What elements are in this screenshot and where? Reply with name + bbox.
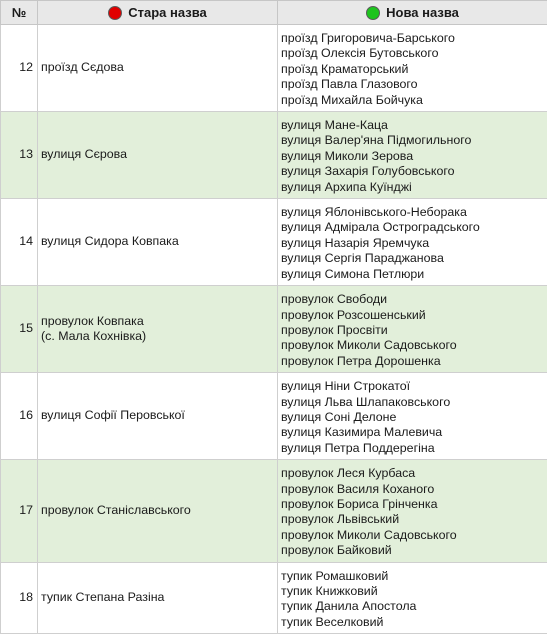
green-circle-icon [366, 6, 380, 20]
new-name-line: вулиця Захарія Голубовського [281, 164, 547, 179]
table-body [1, 25, 547, 634]
new-name-line: вулиця Петра Поддерегіна [281, 441, 547, 456]
new-name-line: вулиця Симона Петлюри [281, 267, 547, 282]
table-row [1, 112, 547, 199]
new-name-line: вулиця Назарія Яремчука [281, 236, 547, 251]
new-name-line: проїзд Олексія Бутовського [281, 46, 547, 61]
new-name-line: провулок Миколи Садовського [281, 338, 547, 353]
old-name-line: провулок Станіславського [41, 503, 277, 518]
new-name-line: вулиця Яблонівського-Неборака [281, 205, 547, 220]
new-name-line: проїзд Григоровича-Барського [281, 31, 547, 46]
new-name-line: проїзд Михайла Бойчука [281, 93, 547, 108]
new-name-line: провулок Байковий [281, 543, 547, 558]
table-row [1, 286, 547, 373]
row-number: 13 [1, 112, 38, 199]
old-name-cell [38, 25, 278, 112]
new-name-cell [278, 373, 547, 460]
new-name-line: проїзд Краматорський [281, 62, 547, 77]
old-name-cell [38, 373, 278, 460]
old-name-header-label: Стара назва [128, 5, 207, 20]
new-name-cell [278, 460, 547, 562]
table-row [1, 460, 547, 562]
old-name-line: тупик Степана Разіна [41, 590, 277, 605]
row-number: 15 [1, 286, 38, 373]
new-name-cell [278, 199, 547, 286]
old-name-line: вулиця Сидора Ковпака [41, 234, 277, 249]
new-name-line: вулиця Мане-Каца [281, 118, 547, 133]
old-name-cell [38, 199, 278, 286]
new-name-cell [278, 286, 547, 373]
new-name-line: провулок Василя Коханого [281, 482, 547, 497]
old-name-cell [38, 286, 278, 373]
red-circle-icon [108, 6, 122, 20]
new-name-header-label: Нова назва [386, 5, 459, 20]
num-column-header: № [1, 1, 38, 25]
new-name-line: провулок Миколи Садовського [281, 528, 547, 543]
new-name-line: провулок Свободи [281, 292, 547, 307]
old-name-cell [38, 112, 278, 199]
new-name-line: тупик Веселковий [281, 615, 547, 630]
new-name-column-header [278, 1, 547, 25]
old-name-line: (с. Мала Кохнівка) [41, 329, 277, 344]
table-row [1, 199, 547, 286]
new-name-line: провулок Просвіти [281, 323, 547, 338]
old-name-column-header [38, 1, 278, 25]
new-name-line: вулиця Валер'яна Підмогильного [281, 133, 547, 148]
new-name-line: вулиця Ніни Строкатої [281, 379, 547, 394]
new-name-line: тупик Книжковий [281, 584, 547, 599]
new-name-line: вулиця Миколи Зерова [281, 149, 547, 164]
old-name-cell [38, 460, 278, 562]
old-name-line: провулок Ковпака [41, 314, 277, 329]
header-row [1, 1, 547, 25]
table-row [1, 25, 547, 112]
new-name-line: провулок Леся Курбаса [281, 466, 547, 481]
old-name-line: проїзд Сєдова [41, 60, 277, 75]
new-name-line: тупик Данила Апостола [281, 599, 547, 614]
new-name-line: провулок Бориса Грінченка [281, 497, 547, 512]
new-name-cell [278, 25, 547, 112]
new-name-cell [278, 112, 547, 199]
new-name-line: вулиця Архипа Куїнджі [281, 180, 547, 195]
row-number: 14 [1, 199, 38, 286]
new-name-cell [278, 562, 547, 634]
row-number: 18 [1, 562, 38, 634]
row-number: 17 [1, 460, 38, 562]
old-name-cell [38, 562, 278, 634]
new-name-line: провулок Львівський [281, 512, 547, 527]
new-name-line: проїзд Павла Глазового [281, 77, 547, 92]
old-name-line: вулиця Софії Перовської [41, 408, 277, 423]
row-number: 16 [1, 373, 38, 460]
new-name-line: вулиця Сергія Параджанова [281, 251, 547, 266]
table-row [1, 373, 547, 460]
table-row [1, 562, 547, 634]
new-name-line: провулок Розсошенський [281, 308, 547, 323]
new-name-line: тупик Ромашковий [281, 569, 547, 584]
new-name-line: вулиця Соні Делоне [281, 410, 547, 425]
old-name-line: вулиця Сєрова [41, 147, 277, 162]
new-name-line: вулиця Казимира Малевича [281, 425, 547, 440]
row-number: 12 [1, 25, 38, 112]
new-name-line: провулок Петра Дорошенка [281, 354, 547, 369]
new-name-line: вулиця Льва Шлапаковського [281, 395, 547, 410]
new-name-line: вулиця Адмірала Остроградського [281, 220, 547, 235]
